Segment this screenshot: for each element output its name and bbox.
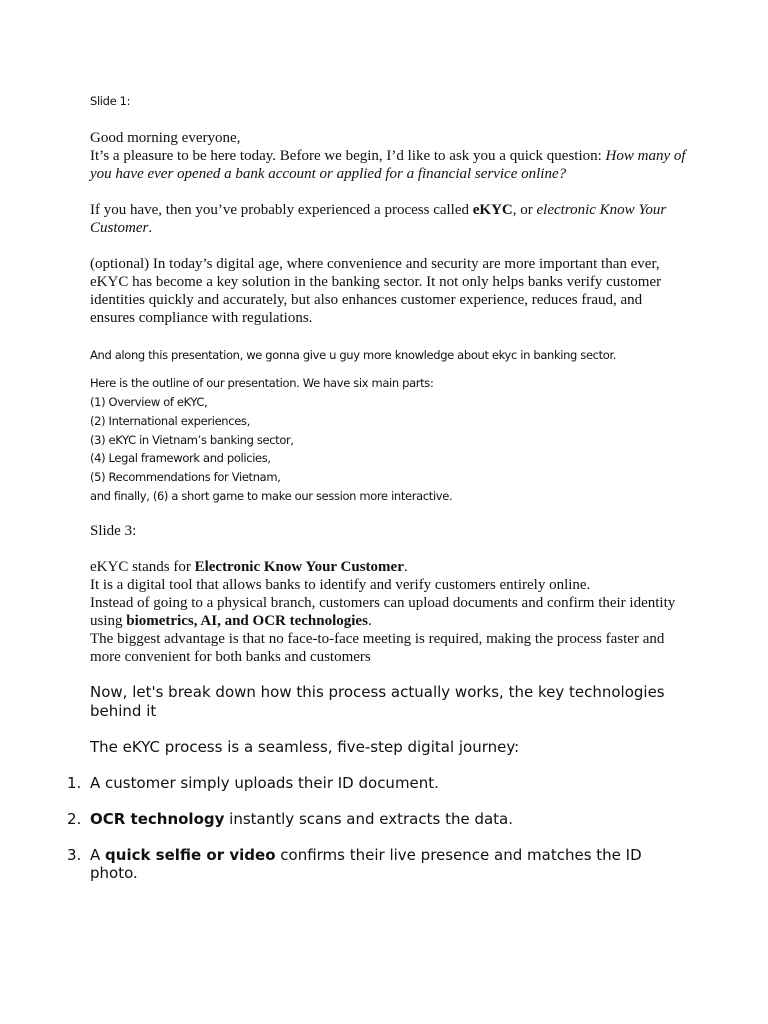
- instead-line: [90, 594, 690, 630]
- ekyc-end: .: [148, 219, 153, 236]
- optional-paragraph: (optional) In today’s digital age, where convenience and security are more important than ever, eKYC has become a key solution in the banking sector. It not only helps banks verify customer identities quickly and accurately, but also enhances customer experience, reduces fraud, and ensures compliance with regulations.: [90, 255, 662, 326]
- outline-item: (4) Legal framework and policies,: [90, 451, 271, 466]
- stands-for-end: .: [403, 559, 408, 576]
- slide1-heading: Slide 1:: [90, 94, 131, 108]
- step-number: 3.: [67, 845, 82, 864]
- process-steps-list: [67, 773, 690, 883]
- advantage-line: The biggest advantage is that no face-to-face meeting is required, making the process faster and more convenient for both banks and customers: [90, 631, 665, 666]
- ekyc-bold: eKYC: [472, 201, 513, 218]
- outline-item: and finally, (6) a short game to make our session more interactive.: [90, 488, 453, 503]
- list-item: [67, 773, 690, 793]
- step-number: 1.: [67, 773, 82, 792]
- stands-for-bold: Electronic Know Your Customer: [194, 559, 404, 576]
- instead-bold: biometrics, AI, and OCR technologies: [126, 613, 368, 630]
- outline-item: (3) eKYC in Vietnam’s banking sector,: [90, 432, 294, 447]
- step-number: 2.: [67, 809, 82, 828]
- slide3-heading: Slide 3:: [90, 523, 137, 540]
- slide1-opening: [90, 129, 690, 183]
- step-bold: OCR technology: [90, 809, 225, 828]
- process-intro: The eKYC process is a seamless, five-step digital journey:: [90, 738, 520, 757]
- step-bold: quick selfie or video: [105, 845, 276, 864]
- question-italic: How many of you have ever opened a bank account or applied for a financial service online?: [90, 147, 686, 182]
- breakdown-paragraph: Now, let's break down how this process actually works, the key technologies behind it: [90, 683, 665, 720]
- ekyc-italic: electronic Know Your Customer: [90, 201, 667, 236]
- pleasure-text: It’s a pleasure to be here today. Before we begin, I’d like to ask you a quick question:: [90, 147, 606, 164]
- outline-item: (2) International experiences,: [90, 413, 250, 428]
- knowledge-line: And along this presentation, we gonna give u guy more knowledge about ekyc in banking sector.: [90, 347, 617, 362]
- stands-for-text: eKYC stands for: [90, 559, 195, 576]
- step-text: A customer simply uploads their ID document.: [90, 773, 439, 792]
- step-prefix: A: [90, 845, 106, 864]
- ekyc-or: , or: [512, 201, 537, 218]
- ekyc-intro-text: If you have, then you’ve probably experienced a process called: [90, 201, 473, 218]
- list-item: [67, 845, 690, 883]
- stands-for-line: [90, 558, 690, 576]
- list-item: [67, 809, 690, 829]
- greeting: Good morning everyone,: [90, 129, 241, 146]
- outline-intro: Here is the outline of our presentation. We have six main parts:: [90, 376, 434, 391]
- slide3-body: [90, 558, 690, 666]
- outline-block: [90, 374, 690, 505]
- digital-tool-line: It is a digital tool that allows banks to identify and verify customers entirely online.: [90, 577, 591, 594]
- ekyc-intro-paragraph: [90, 201, 690, 237]
- document-page: [67, 92, 690, 900]
- outline-item: (5) Recommendations for Vietnam,: [90, 469, 281, 484]
- step-text: instantly scans and extracts the data.: [224, 809, 514, 828]
- instead-end: .: [367, 613, 372, 630]
- pleasure-paragraph: [90, 147, 690, 183]
- step-text: confirms their live presence and matches the ID photo.: [90, 845, 642, 883]
- outline-item: (1) Overview of eKYC,: [90, 395, 208, 410]
- instead-text: Instead of going to a physical branch, customers can upload documents and confirm their identity using: [90, 595, 676, 630]
